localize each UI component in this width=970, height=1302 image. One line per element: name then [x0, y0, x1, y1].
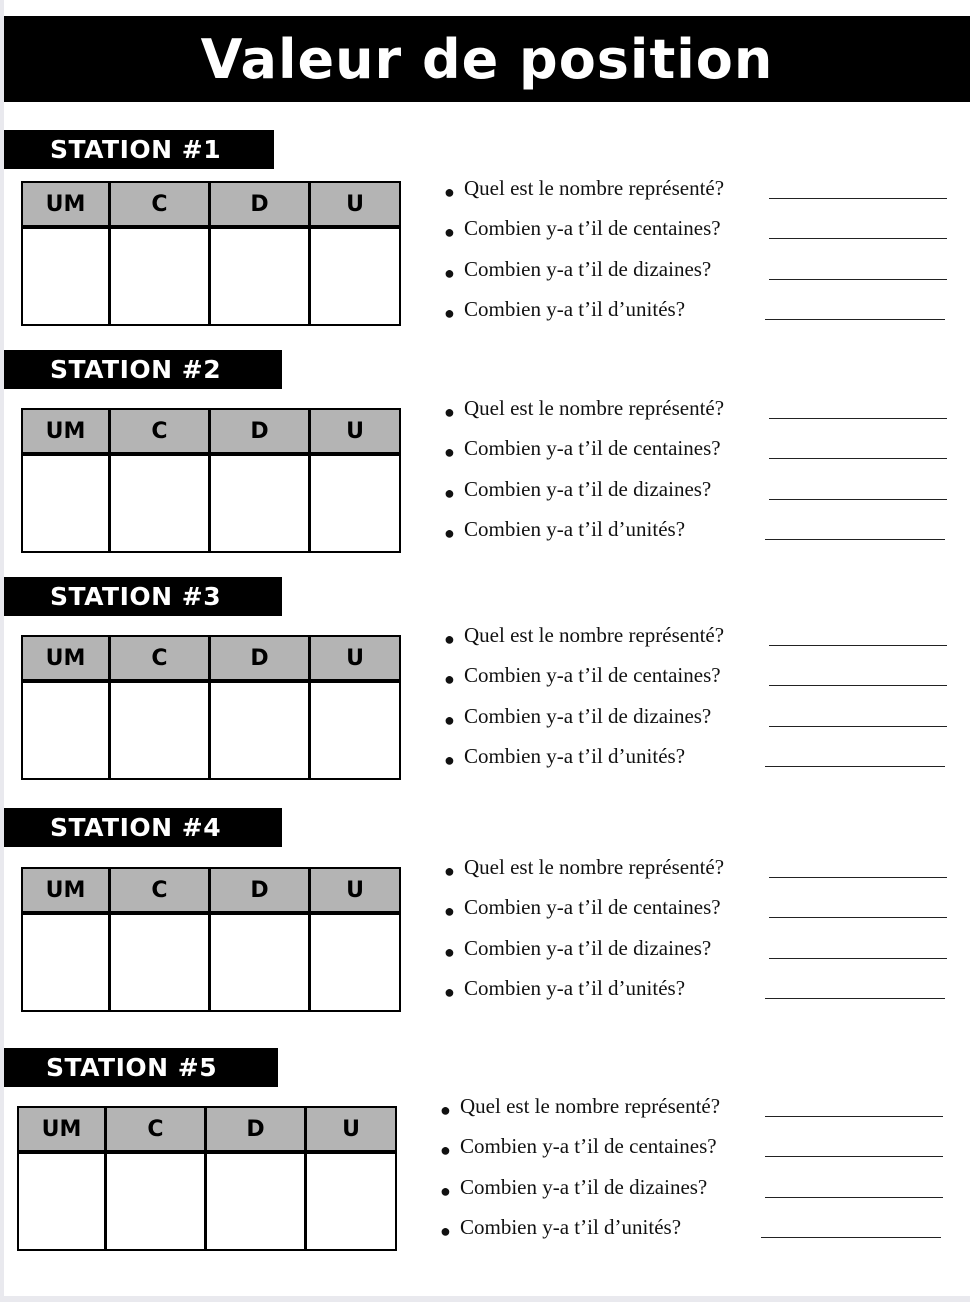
answer-line [769, 198, 947, 199]
answer-line [769, 726, 947, 727]
column-u [311, 637, 399, 778]
station-label-5: STATION #5 [4, 1048, 278, 1087]
place-value-table-3 [21, 635, 401, 780]
station-label-2: STATION #2 [4, 350, 282, 389]
answer-cell [23, 915, 108, 1010]
column-header: C [111, 637, 208, 683]
answer-line [769, 458, 947, 459]
answer-cell [211, 229, 308, 324]
question-item [444, 436, 947, 476]
column-header: U [311, 869, 399, 915]
question-item [444, 895, 947, 935]
station-label-3: STATION #3 [4, 577, 282, 616]
bullet-icon: ● [444, 302, 455, 323]
question-text: Combien y-a t’il de dizaines? [460, 1174, 708, 1199]
column-c [107, 1108, 207, 1249]
column-u [311, 183, 399, 324]
column-c [111, 869, 211, 1010]
question-item [440, 1094, 943, 1134]
question-item [444, 704, 947, 744]
question-text: Quel est le nombre représenté? [464, 176, 725, 200]
question-text: Combien y-a t’il d’unités? [460, 1214, 682, 1239]
answer-cell [207, 1154, 304, 1249]
answer-cell [23, 456, 108, 551]
question-text: Quel est le nombre représenté? [464, 855, 725, 879]
answer-line [769, 877, 947, 878]
answer-cell [211, 456, 308, 551]
answer-cell [211, 915, 308, 1010]
question-item [444, 623, 947, 663]
answer-line [769, 279, 947, 280]
column-header: D [211, 637, 308, 683]
answer-line [765, 1197, 943, 1198]
station-label-4: STATION #4 [4, 808, 282, 847]
answer-cell [311, 915, 399, 1010]
question-list-1 [444, 176, 947, 337]
question-item [444, 297, 947, 337]
bullet-icon: ● [444, 402, 455, 422]
answer-line [769, 499, 947, 500]
answer-cell [23, 229, 108, 324]
column-um [19, 1108, 107, 1249]
question-item [440, 1215, 943, 1255]
station-label-1: STATION #1 [4, 130, 274, 169]
question-text: Combien y-a t’il de dizaines? [464, 476, 712, 501]
answer-line [765, 998, 945, 999]
question-text: Quel est le nombre représenté? [464, 396, 725, 420]
answer-cell [307, 1154, 395, 1249]
answer-line [765, 539, 945, 540]
bullet-icon: ● [444, 222, 455, 243]
bullet-icon: ● [444, 262, 455, 283]
bullet-icon: ● [444, 861, 455, 881]
question-item [444, 517, 947, 557]
question-text: Combien y-a t’il d’unités? [464, 743, 686, 768]
column-header: UM [23, 410, 108, 456]
bullet-icon: ● [440, 1180, 451, 1201]
bullet-icon: ● [444, 482, 455, 503]
answer-cell [111, 229, 208, 324]
answer-cell [107, 1154, 204, 1249]
column-um [23, 869, 111, 1010]
question-text: Quel est le nombre représenté? [464, 623, 725, 647]
bullet-icon: ● [444, 981, 455, 1002]
question-item [444, 176, 947, 216]
column-header: UM [23, 637, 108, 683]
bullet-icon: ● [440, 1140, 451, 1161]
place-value-table-4 [21, 867, 401, 1012]
question-list-5 [440, 1094, 943, 1255]
column-header: UM [23, 869, 108, 915]
question-list-2 [444, 396, 947, 557]
question-text: Combien y-a t’il de centaines? [464, 663, 721, 688]
column-header: UM [23, 183, 108, 229]
column-d [211, 410, 311, 551]
column-u [311, 869, 399, 1010]
answer-line [769, 238, 947, 239]
answer-cell [311, 683, 399, 778]
page-title: Valeur de position [4, 16, 970, 102]
column-header: UM [19, 1108, 104, 1154]
bullet-icon: ● [444, 669, 455, 690]
bullet-icon: ● [440, 1100, 451, 1120]
place-value-table-5 [17, 1106, 397, 1251]
column-header: U [311, 637, 399, 683]
column-u [307, 1108, 395, 1249]
question-list-3 [444, 623, 947, 784]
column-header: C [111, 869, 208, 915]
answer-line [765, 1116, 943, 1117]
bullet-icon: ● [444, 901, 455, 922]
question-item [444, 477, 947, 517]
question-text: Quel est le nombre représenté? [460, 1094, 721, 1118]
bullet-icon: ● [444, 522, 455, 543]
question-list-4 [444, 855, 947, 1016]
answer-line [769, 958, 947, 959]
column-d [211, 869, 311, 1010]
column-header: D [207, 1108, 304, 1154]
column-header: C [111, 410, 208, 456]
place-value-table-2 [21, 408, 401, 553]
column-c [111, 637, 211, 778]
column-header: C [107, 1108, 204, 1154]
column-um [23, 637, 111, 778]
column-u [311, 410, 399, 551]
answer-line [769, 685, 947, 686]
answer-line [769, 917, 947, 918]
column-header: U [307, 1108, 395, 1154]
answer-cell [111, 915, 208, 1010]
question-item [440, 1175, 943, 1215]
answer-cell [19, 1154, 104, 1249]
question-text: Combien y-a t’il d’unités? [464, 516, 686, 541]
column-header: D [211, 183, 308, 229]
column-header: U [311, 410, 399, 456]
bullet-icon: ● [444, 629, 455, 649]
bullet-icon: ● [444, 182, 455, 202]
answer-cell [111, 683, 208, 778]
question-item [444, 216, 947, 256]
column-c [111, 183, 211, 324]
answer-cell [111, 456, 208, 551]
bullet-icon: ● [444, 941, 455, 962]
question-item [440, 1134, 943, 1174]
question-text: Combien y-a t’il de dizaines? [464, 703, 712, 728]
bullet-icon: ● [444, 709, 455, 730]
question-item [444, 396, 947, 436]
answer-line [769, 645, 947, 646]
answer-line [765, 766, 945, 767]
column-header: D [211, 410, 308, 456]
answer-line [765, 1156, 943, 1157]
answer-cell [311, 456, 399, 551]
column-c [111, 410, 211, 551]
question-text: Combien y-a t’il d’unités? [464, 296, 686, 321]
answer-cell [23, 683, 108, 778]
question-item [444, 936, 947, 976]
column-um [23, 183, 111, 324]
place-value-table-1 [21, 181, 401, 326]
question-text: Combien y-a t’il de dizaines? [464, 935, 712, 960]
column-d [207, 1108, 307, 1249]
question-text: Combien y-a t’il de centaines? [464, 895, 721, 920]
question-text: Combien y-a t’il de centaines? [464, 216, 721, 241]
question-text: Combien y-a t’il de dizaines? [464, 256, 712, 281]
column-header: C [111, 183, 208, 229]
answer-line [761, 1237, 941, 1238]
column-d [211, 183, 311, 324]
answer-cell [211, 683, 308, 778]
column-d [211, 637, 311, 778]
question-item [444, 744, 947, 784]
column-header: U [311, 183, 399, 229]
question-item [444, 663, 947, 703]
bullet-icon: ● [444, 442, 455, 463]
question-item [444, 855, 947, 895]
answer-line [769, 418, 947, 419]
bullet-icon: ● [440, 1220, 451, 1241]
question-text: Combien y-a t’il de centaines? [460, 1134, 717, 1159]
question-item [444, 976, 947, 1016]
answer-line [765, 319, 945, 320]
question-text: Combien y-a t’il de centaines? [464, 436, 721, 461]
question-item [444, 257, 947, 297]
column-header: D [211, 869, 308, 915]
question-text: Combien y-a t’il d’unités? [464, 975, 686, 1000]
bullet-icon: ● [444, 749, 455, 770]
column-um [23, 410, 111, 551]
answer-cell [311, 229, 399, 324]
